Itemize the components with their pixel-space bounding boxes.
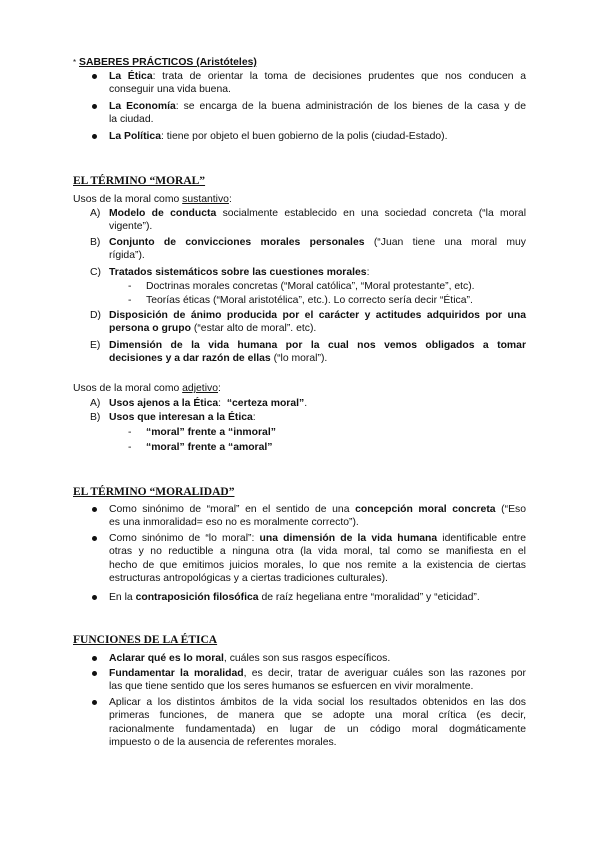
funcion-item-1: Aclarar qué es lo moral, cuáles son sus rasgos específicos. (109, 652, 526, 665)
term-economia: La Economía (109, 101, 176, 112)
adj-item-b: B) Usos que interesan a la Ética: (90, 412, 256, 423)
sust-item-e: E) Dimensión de la vida humana por la cual nos vemos obligados a tomar decisiones y a dar razón de ellas (“lo moral”). (90, 340, 526, 365)
sust-item-a: A) Modelo de conducta socialmente establecido en una sociedad concreta (“la moral vigente”). (90, 208, 527, 233)
saberes-item-politica: La Política: tiene por objeto el buen gobierno de la polis (ciudad-Estado). (109, 130, 526, 143)
adjetivo-intro: Usos de la moral como adjetivo: (73, 383, 221, 394)
c-sub-item-1: - Doctrinas morales concretas (“Moral católica”, “Moral protestante”, etc). (128, 281, 475, 292)
sust-item-c: C) Tratados sistemáticos sobre las cuestiones morales: (90, 267, 370, 278)
funcion-item-3: Aplicar a los distintos ámbitos de la vida social los resultados obtenidos en las dos primeras funciones, de manera que se adopte una moral crítica (es decir, racionalmente fundamentada) en lugar de un código moral dogmáticamente impuesto o de la ausencia de referentes morales. (109, 697, 526, 749)
funciones-heading: FUNCIONES DE LA ÉTICA (73, 634, 218, 646)
term-etica: La Ética (109, 71, 153, 82)
moralidad-item-1: Como sinónimo de “moral” en el sentido de una concepción moral concreta (“Eso es una inmoralidad= eso no es moralmente correcto”). (109, 504, 526, 529)
moralidad-item-3: En la contraposición filosófica de raíz hegeliana entre “moralidad” y “eticidad”. (109, 591, 526, 604)
saberes-item-etica: La Ética: trata de orientar la toma de decisiones prudentes que nos conducen a conseguir una vida buena. (109, 71, 526, 96)
saberes-title: SABERES PRÁCTICOS (Aristóteles) (79, 57, 257, 68)
term-politica: La Política (109, 131, 161, 142)
sust-item-d: D) Disposición de ánimo producida por el carácter y actitudes adquiridos por una persona o grupo (“estar alto de moral”. etc). (90, 310, 526, 335)
asterisk: * (73, 58, 77, 67)
c-sub-item-2: - Teorías éticas (“Moral aristotélica”, etc.). Lo correcto sería decir “Ética”. (128, 295, 473, 306)
sustantivo-intro: Usos de la moral como sustantivo: (73, 194, 232, 205)
sust-item-b: B) Conjunto de convicciones morales personales (“Juan tiene una moral muy rígida”). (90, 237, 526, 262)
adj-sub-item-2: - “moral” frente a “amoral” (128, 442, 273, 453)
moralidad-item-2: Como sinónimo de “lo moral”: una dimensión de la vida humana identificable entre otras y no reductible a ninguna otra (la vida moral, tal como se manifiesta en el hecho de que emitimos juicios morales, lo que nos remite a la existencia de ciertas estructuras antropológicas y a ciertas tradiciones culturales). (109, 533, 526, 585)
adj-item-a: A) Usos ajenos a la Ética: “certeza moral”. (90, 398, 308, 409)
saberes-heading (73, 56, 257, 69)
moral-heading: EL TÉRMINO “MORAL” (73, 175, 206, 187)
adj-sub-item-1: - “moral” frente a “inmoral” (128, 427, 276, 438)
saberes-item-economia: La Economía: se encarga de la buena administración de los bienes de la casa y de la ciudad. (109, 101, 526, 126)
moralidad-heading: EL TÉRMINO “MORALIDAD” (73, 486, 235, 498)
funcion-item-2: Fundamentar la moralidad, es decir, tratar de averiguar cuáles son las razones por las que tiene sentido que los seres humanos se esfuercen en vivir moralmente. (109, 668, 526, 693)
